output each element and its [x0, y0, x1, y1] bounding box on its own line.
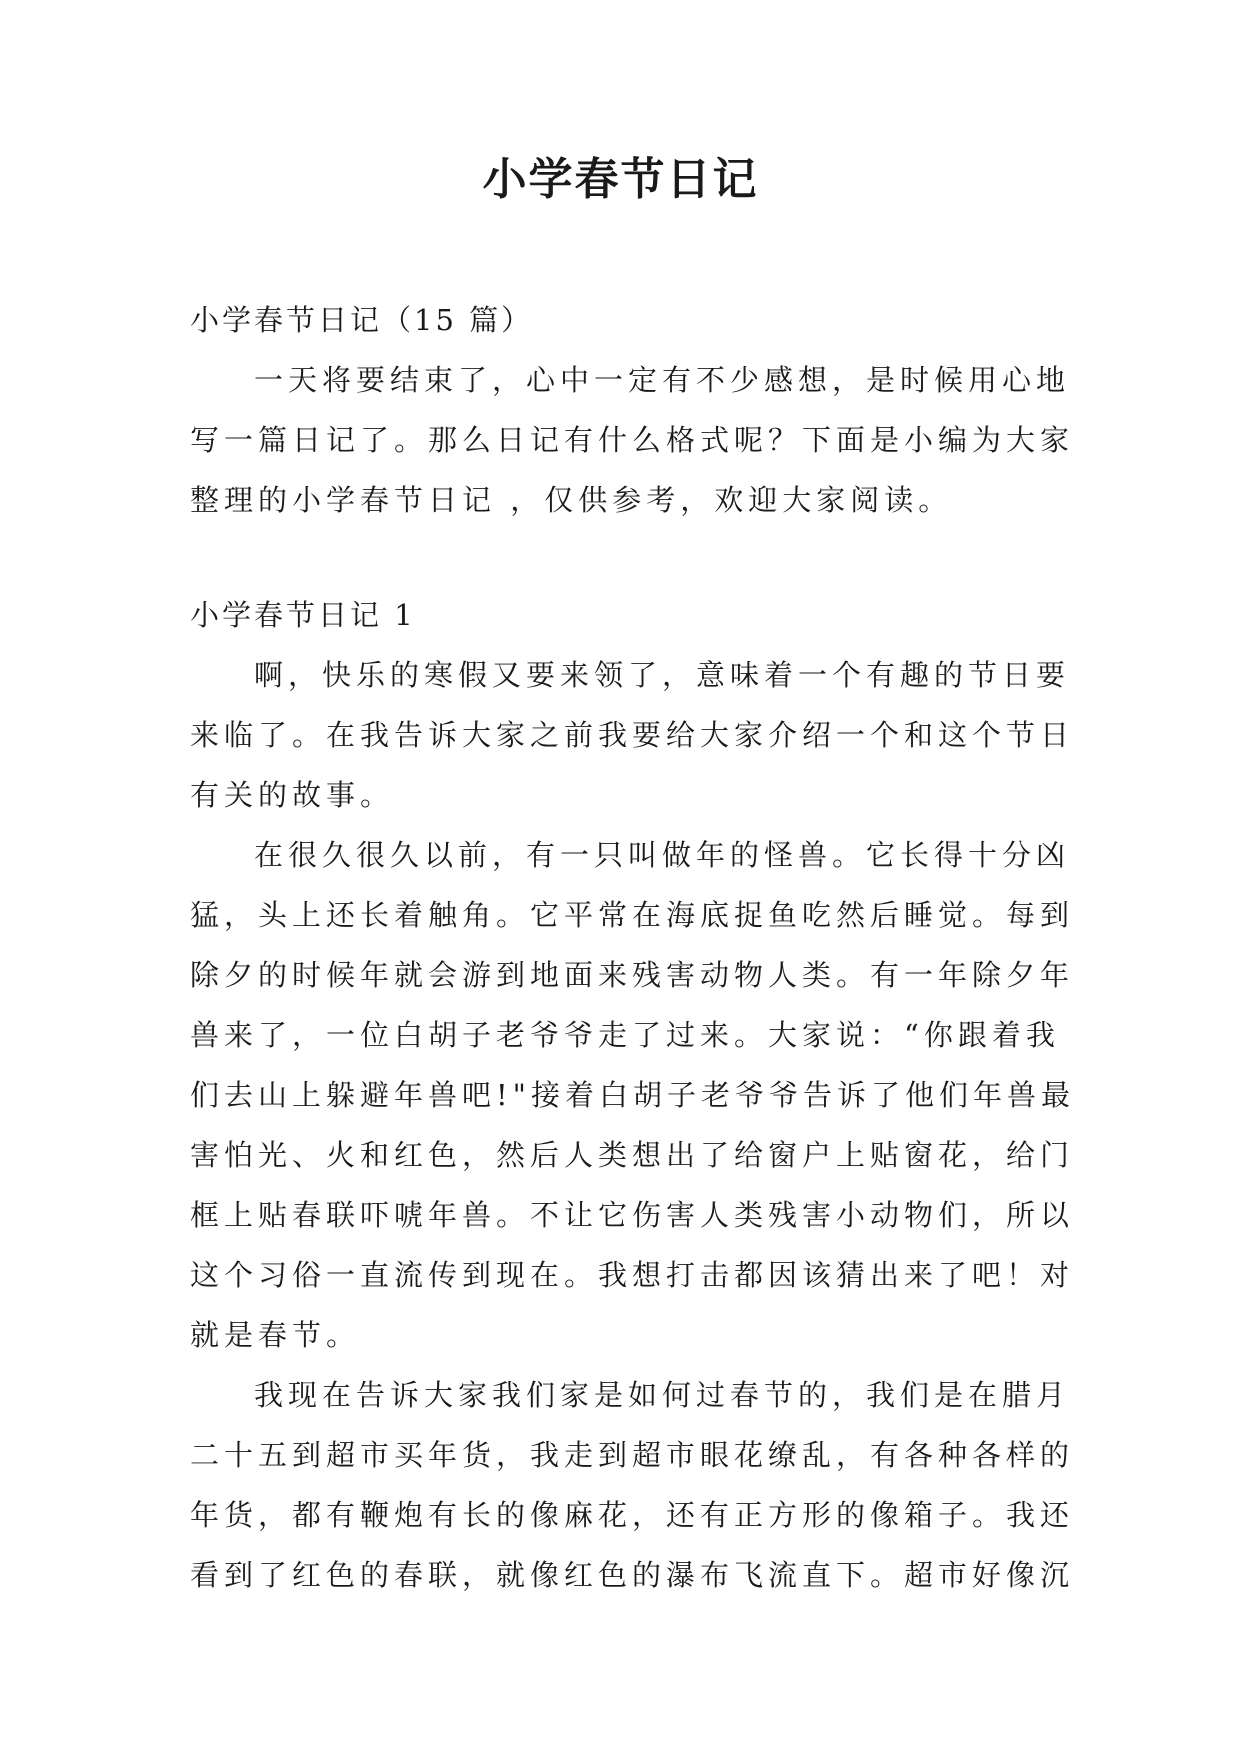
subtitle-line: 小学春节日记（15 篇） — [190, 303, 534, 337]
text-line: 二十五到超市买年货，我走到超市眼花缭乱，有各种各样的 — [190, 1438, 1075, 1472]
paragraph-2 — [190, 825, 1075, 1365]
paragraph-1 — [190, 645, 1075, 825]
text-line: 猛，头上还长着触角。它平常在海底捉鱼吃然后睡觉。每到 — [190, 898, 1075, 932]
text-line: 在很久很久以前，有一只叫做年的怪兽。它长得十分凶 — [254, 838, 1071, 872]
text-line: 看到了红色的春联，就像红色的瀑布飞流直下。超市好像沉 — [190, 1558, 1075, 1592]
text-line: 框上贴春联吓唬年兽。不让它伤害人类残害小动物们，所以 — [190, 1198, 1075, 1232]
text-line: 除夕的时候年就会游到地面来残害动物人类。有一年除夕年 — [190, 958, 1075, 992]
text-line: 来临了。在我告诉大家之前我要给大家介绍一个和这个节日 — [190, 718, 1075, 752]
text-line: 有关的故事。 — [190, 778, 395, 812]
text-line: 们去山上躲避年兽吧!"接着白胡子老爷爷告诉了他们年兽最 — [190, 1078, 1075, 1112]
intro-paragraph — [190, 350, 1075, 530]
document-body — [190, 290, 1075, 1605]
text-line: 我现在告诉大家我们家是如何过春节的，我们是在腊月 — [254, 1378, 1071, 1412]
text-line: 年货，都有鞭炮有长的像麻花，还有正方形的像箱子。我还 — [190, 1498, 1075, 1532]
text-line: 啊，快乐的寒假又要来领了，意味着一个有趣的节日要 — [254, 658, 1071, 692]
text-line: 一天将要结束了，心中一定有不少感想，是时候用心地 — [254, 363, 1071, 397]
paragraph-gap — [190, 530, 1056, 585]
text-line: 这个习俗一直流传到现在。我想打击都因该猜出来了吧！对 — [190, 1258, 1075, 1292]
text-line: 就是春节。 — [190, 1318, 361, 1352]
text-line: 写一篇日记了。那么日记有什么格式呢？下面是小编为大家 — [190, 423, 1075, 457]
paragraph-3 — [190, 1365, 1075, 1605]
section-heading: 小学春节日记 1 — [190, 598, 416, 632]
text-line: 兽来了，一位白胡子老爷爷走了过来。大家说：“你跟着我 — [190, 1018, 1060, 1052]
text-line: 整理的小学春节日记 ，仅供参考，欢迎大家阅读。 — [190, 483, 953, 517]
document-title: 小学春节日记 — [482, 154, 759, 205]
text-line: 害怕光、火和红色，然后人类想出了给窗户上贴窗花，给门 — [190, 1138, 1075, 1172]
